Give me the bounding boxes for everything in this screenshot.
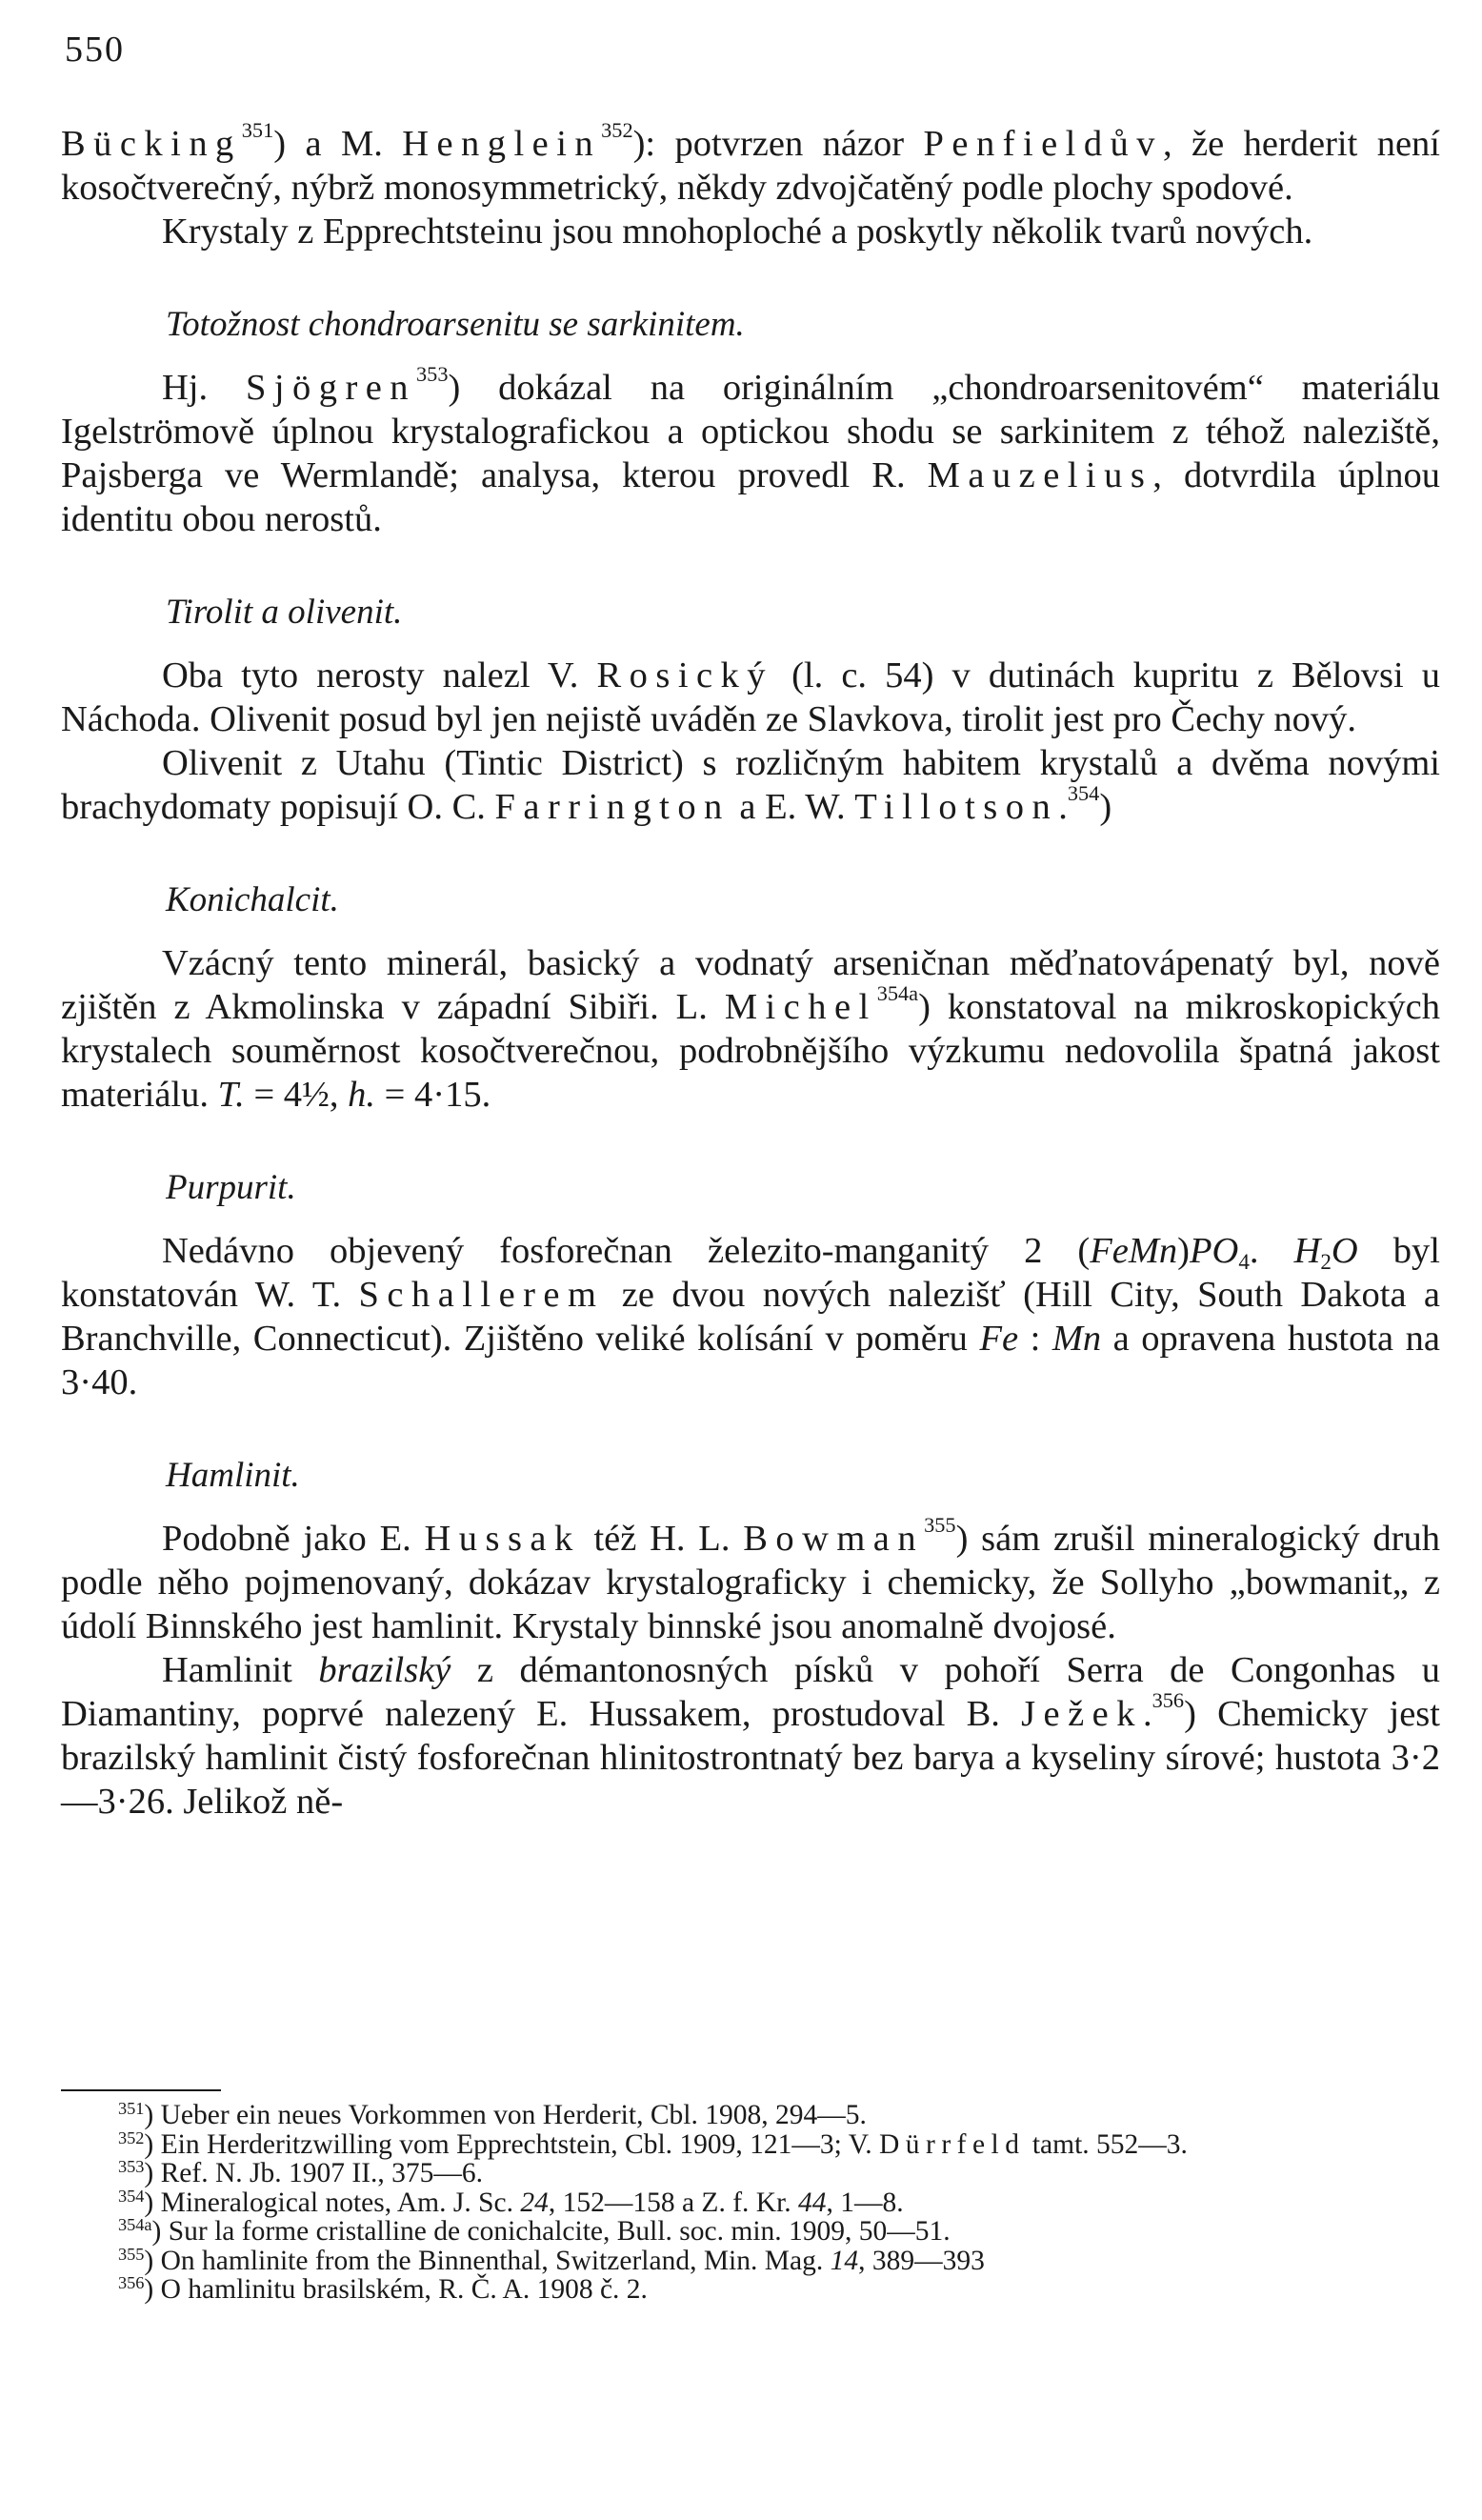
volume-number: 24 xyxy=(520,2187,549,2218)
italic-term: brazilský xyxy=(318,1650,451,1690)
footnote-352 xyxy=(61,2127,1440,2160)
author-name: Dürrfeld xyxy=(878,2128,1026,2160)
text-run: , dotvrdila úplnou identitu obou nerostů. xyxy=(61,455,1441,539)
footnote-mark: 351 xyxy=(118,2098,145,2118)
section-heading: Hamlinit. xyxy=(166,1456,300,1495)
footnote-ref[interactable]: 354 xyxy=(1067,781,1100,806)
footnote-text: ) Sur la forme cristalline de conichalcite, Bull. soc. min. 1909, 50—51. xyxy=(151,2216,951,2247)
text-run: . xyxy=(1058,787,1068,827)
paragraph-utah xyxy=(61,741,1440,829)
paragraph-buecking xyxy=(61,118,1440,210)
footnote-text: ) Ueber ein neues Vorkommen von Herderit, Cbl. 1908, 294—5. xyxy=(144,2100,867,2130)
author-name: Penfieldův xyxy=(923,124,1164,164)
text-run: Nedávno objevený fosforečnan železito-manganitý 2 ( xyxy=(162,1231,1091,1271)
section-heading: Totožnost chondroarsenitu se sarkinitem. xyxy=(166,305,745,344)
text-run: ) Chemicky jest brazilský hamlinit čistý fosforečnan hlinitostrontnatý bez barya a kyseliny sírové; hustota 3·2—3·26. Jelikož ně- xyxy=(61,1694,1440,1822)
footnote-ref[interactable]: 356 xyxy=(1152,1688,1185,1713)
text-run: Podobně jako E. xyxy=(162,1519,425,1559)
footnote-text: ) Ein Herderitzwilling vom Epprechtstein, Cbl. 1909, 121—3; V. xyxy=(144,2128,879,2160)
paragraph-bowman xyxy=(61,1513,1440,1648)
text-run: ): potvrzen názor xyxy=(632,124,924,164)
text-run: = 4½, xyxy=(244,1075,349,1115)
text-run: Hj. xyxy=(162,368,246,408)
text-run: Vzácný tento minerál, basický a vodnatý arseničnan měďnatovápenatý byl, nově zjištěn z Akmolinska v západní Sibiři. L. xyxy=(61,943,1440,1027)
footnote-text: , 1—8. xyxy=(826,2187,904,2218)
symbol: T. xyxy=(217,1075,245,1115)
footnote-353 xyxy=(61,2156,1440,2188)
text-run: : xyxy=(1018,1319,1052,1359)
author-name: Bücking xyxy=(61,124,242,164)
text-run: Olivenit z Utahu (Tintic District) s rozličným habitem krystalů a dvěma novými brachydomaty popisují O. C. xyxy=(61,743,1440,827)
footnote-mark: 354 xyxy=(118,2186,145,2206)
subscript: 4 xyxy=(1238,1248,1250,1274)
text-run: byl konstatován W. T. xyxy=(61,1231,1440,1315)
footnote-text: ) Mineralogical notes, Am. J. Sc. xyxy=(144,2187,521,2218)
paragraph-sjogren xyxy=(61,362,1441,541)
text-run: a opravena hustota na 3·40. xyxy=(61,1319,1440,1402)
footnote-text: ) Ref. N. Jb. 1907 II., 375—6. xyxy=(144,2158,484,2188)
author-name: Henglein xyxy=(402,124,602,164)
footnote-mark: 353 xyxy=(118,2156,145,2176)
footnote-text: ) On hamlinite from the Binnenthal, Switzerland, Min. Mag. xyxy=(144,2245,831,2276)
formula: O xyxy=(1331,1231,1358,1271)
footnote-ref[interactable]: 354a xyxy=(876,981,919,1006)
text-run: Hamlinit xyxy=(162,1650,319,1690)
footnote-divider xyxy=(61,2089,221,2091)
text-run: Oba tyto nerosty nalezl V. xyxy=(162,655,597,696)
text-run: = 4·15. xyxy=(375,1075,491,1115)
section-heading: Tirolit a olivenit. xyxy=(166,593,403,632)
text-run: též H. L. xyxy=(580,1519,744,1559)
page-number: 550 xyxy=(65,30,125,70)
subscript: 2 xyxy=(1320,1248,1332,1274)
footnote-text: , 152—158 a Z. f. Kr. xyxy=(548,2187,799,2218)
text-run: ) xyxy=(1177,1231,1190,1271)
author-name: Schallerem xyxy=(358,1275,605,1315)
author-name: Tillotson xyxy=(854,787,1059,827)
section-heading: Purpurit. xyxy=(166,1168,296,1207)
section-heading: Konichalcit. xyxy=(166,880,339,919)
text-run: ) sám zrušil mineralogický druh podle něho pojmenovaný, dokázav krystalograficky i chemicky, že Sollyho „bowmanit„ z údolí Binnského jest hamlinit. Krystaly binnské jsou anomalně dvojosé. xyxy=(61,1519,1440,1646)
footnote-ref[interactable]: 355 xyxy=(924,1513,956,1538)
footnote-356 xyxy=(61,2272,1440,2305)
footnotes xyxy=(61,2098,1440,2305)
author-name: Bowman xyxy=(743,1519,925,1559)
text-run: z démantonosných písků v pohoří Serra de Congonhas u Diamantiny, poprvé nalezený E. Hussakem, prostudoval B. xyxy=(61,1650,1440,1734)
author-name: Rosický xyxy=(596,655,773,696)
paragraph-epprechtstein: Krystaly z Epprechtsteinu jsou mnohoploché a poskytly několik tvarů nových. xyxy=(162,212,1313,252)
author-name: Sjögren xyxy=(245,368,417,408)
footnote-ref[interactable]: 352 xyxy=(601,118,633,143)
paragraph-purpurit xyxy=(61,1229,1440,1404)
text-run: ) a M. xyxy=(273,124,403,164)
main-text xyxy=(61,118,1441,1824)
text-run: , že herderit není kosočtverečný, nýbrž monosymmetrický, někdy zdvojčatěný podle plochy spodové. xyxy=(61,124,1440,208)
formula: Fe xyxy=(979,1319,1019,1359)
footnote-351 xyxy=(61,2098,1440,2130)
footnote-text: ) O hamlinitu brasilském, R. Č. A. 1908 č. 2. xyxy=(144,2274,648,2305)
paragraph-rosicky xyxy=(61,654,1440,741)
text-run: (l. c. 54) v dutinách kupritu z Bělovsi u Náchoda. Olivenit posud byl jen nejistě uváděn ze Slavkova, tirolit jest pro Čechy nový. xyxy=(61,655,1440,739)
symbol: h. xyxy=(348,1075,376,1115)
footnote-354a xyxy=(61,2214,1440,2247)
formula: H xyxy=(1293,1231,1321,1271)
text-run: a E. W. xyxy=(730,787,855,827)
author-name: Ježek xyxy=(1021,1694,1143,1734)
volume-number: 14 xyxy=(830,2245,859,2276)
formula: FeMn xyxy=(1090,1231,1178,1271)
formula: PO xyxy=(1190,1231,1239,1271)
footnote-354 xyxy=(61,2188,1440,2218)
text-run: ze dvou nových nalezišť (Hill City, South Dakota a Branchville, Connecticut). Zjištěno veliké kolísání v poměru xyxy=(61,1275,1441,1359)
text-run: . xyxy=(1142,1694,1152,1734)
footnote-mark: 356 xyxy=(118,2272,145,2292)
footnote-text: tamt. 552—3. xyxy=(1025,2128,1188,2160)
footnote-mark: 352 xyxy=(118,2127,145,2147)
author-name: Michel xyxy=(724,987,877,1027)
paragraph-brazilsky xyxy=(61,1648,1440,1824)
footnote-mark: 355 xyxy=(118,2244,145,2264)
volume-number: 44 xyxy=(798,2187,827,2218)
text-run: . xyxy=(1249,1231,1294,1271)
paragraph-konichalcit xyxy=(61,941,1440,1117)
footnote-ref[interactable]: 351 xyxy=(241,118,274,143)
footnote-text: , 389—393 xyxy=(858,2245,985,2276)
text-run: ) dokázal na originálním „chondroarsenitovém“ materiálu Igelströmově úplnou krystalografickou a optickou shodu se sarkinitem z téhož naleziště, Pajsberga ve Wermlandě; analysa, kterou provedl R. xyxy=(61,368,1440,495)
author-name: Farrington xyxy=(494,787,731,827)
footnote-mark: 354a xyxy=(118,2214,152,2234)
author-name: Mauzelius xyxy=(927,455,1153,495)
footnote-355 xyxy=(61,2244,1440,2276)
text-run: ) konstatoval na mikroskopických krystalech souměrnost kosočtverečnou, podrobnějšího výzkumu nedovolila špatná jakost materiálu. xyxy=(61,987,1440,1115)
author-name: Hussak xyxy=(424,1519,581,1559)
text-run: ) xyxy=(1099,787,1112,827)
footnote-ref[interactable]: 353 xyxy=(416,362,449,387)
formula: Mn xyxy=(1051,1319,1102,1359)
